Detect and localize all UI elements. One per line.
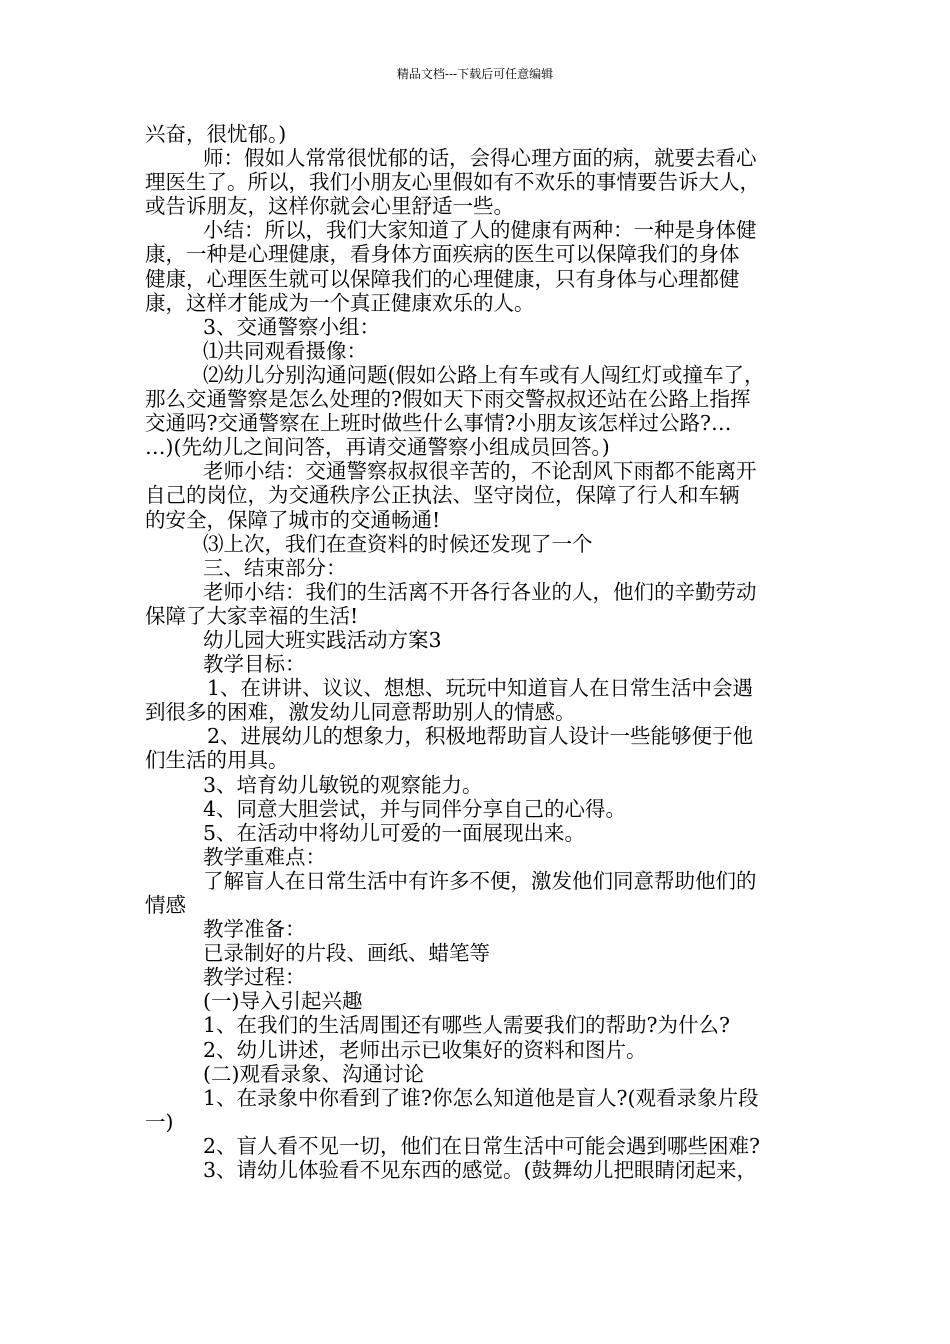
text-line: 保障了大家幸福的生活!	[145, 603, 359, 628]
text-line: 4、同意大胆尝试，并与同伴分享自己的心得。	[203, 796, 627, 821]
text-line: 教学过程：	[203, 965, 306, 990]
text-line: 老师小结：我们的生活离不开各行各业的人，他们的辛勤劳动	[203, 579, 757, 604]
text-line: 已录制好的片段、画纸、蜡笔等	[203, 941, 490, 966]
text-line: 理医生了。所以，我们小朋友心里假如有不欢乐的事情要告诉大人，	[145, 170, 760, 195]
text-line: 3、交通警察小组：	[203, 314, 381, 339]
text-line: 3、请幼儿体验看不见东西的感觉。(鼓舞幼儿把眼睛闭起来，	[203, 1158, 758, 1183]
text-line: 教学准备：	[203, 917, 306, 942]
text-line: 情感	[145, 893, 186, 917]
text-line: 的安全，保障了城市的交通畅通!	[145, 507, 441, 532]
text-line: 1、在我们的生活周围还有哪些人需要我们的帮助?为什么?	[203, 1013, 731, 1038]
text-line: 兴奋，很忧郁。)	[145, 122, 287, 146]
section-title: 幼儿园大班实践活动方案3	[203, 627, 442, 652]
text-line: 2、幼儿讲述，老师出示已收集好的资料和图片。	[203, 1037, 647, 1062]
text-line: 1、在录象中你看到了谁?你怎么知道他是盲人?(观看录象片段	[203, 1085, 759, 1110]
text-line: 交通吗?交通警察在上班时做些什么事情?小朋友该怎样过公路?…	[145, 411, 732, 436]
text-line: 康，这样才能成为一个真正健康欢乐的人。	[145, 290, 535, 315]
text-line: 自己的岗位，为交通秩序公正执法、坚守岗位，保障了行人和车辆	[145, 483, 740, 508]
text-line: 3、培育幼儿敏锐的观察能力。	[203, 772, 483, 797]
text-line: 5、在活动中将幼儿可爱的一面展现出来。	[203, 820, 586, 845]
document-body	[145, 122, 813, 1182]
text-line: 们生活的用具。	[145, 748, 289, 773]
text-line: 或告诉朋友，这样你就会心里舒适一些。	[145, 194, 514, 219]
text-line: 1、在讲讲、议议、想想、玩玩中知道盲人在日常生活中会遇	[207, 676, 754, 701]
text-line: ⑵幼儿分别沟通问题(假如公路上有车或有人闯红灯或撞车了，	[203, 362, 765, 387]
page-header: 精品文档---下载后可任意编辑	[396, 67, 554, 81]
text-line: 那么交通警察是怎么处理的?假如天下雨交警叔叔还站在公路上指挥	[145, 387, 751, 412]
text-line: …)(先幼儿之间问答，再请交通警察小组成员回答。)	[145, 435, 610, 460]
text-line: 2、进展幼儿的想象力，积极地帮助盲人设计一些能够便于他	[207, 724, 754, 749]
text-line: ⑶上次，我们在查资料的时候还发现了一个	[203, 531, 593, 556]
text-line: (一)导入引起兴趣	[203, 989, 363, 1014]
text-line: 三、结束部分：	[203, 555, 347, 580]
text-line: 2、盲人看不见一切，他们在日常生活中可能会遇到哪些困难?	[203, 1133, 761, 1158]
text-line: 教学重难点：	[203, 844, 326, 869]
text-line: 到很多的困难，激发幼儿同意帮助别人的情感。	[145, 700, 576, 725]
text-line: 教学目标：	[203, 652, 306, 677]
text-line: 师：假如人常常很忧郁的话，会得心理方面的病，就要去看心	[203, 146, 757, 171]
text-line: (二)观看录象、沟通讨论	[203, 1061, 424, 1086]
text-line: 了解盲人在日常生活中有许多不便，激发他们同意帮助他们的	[203, 868, 757, 893]
text-line: 小结：所以，我们大家知道了人的健康有两种：一种是身体健	[203, 218, 757, 243]
text-line: 一)	[145, 1109, 174, 1134]
text-line: 健康，心理医生就可以保障我们的心理健康，只有身体与心理都健	[145, 266, 740, 291]
text-line: ⑴共同观看摄像：	[203, 338, 367, 363]
text-line: 康，一种是心理健康，看身体方面疾病的医生可以保障我们的身体	[145, 242, 740, 267]
text-line: 老师小结：交通警察叔叔很辛苦的，不论刮风下雨都不能离开	[203, 459, 757, 484]
